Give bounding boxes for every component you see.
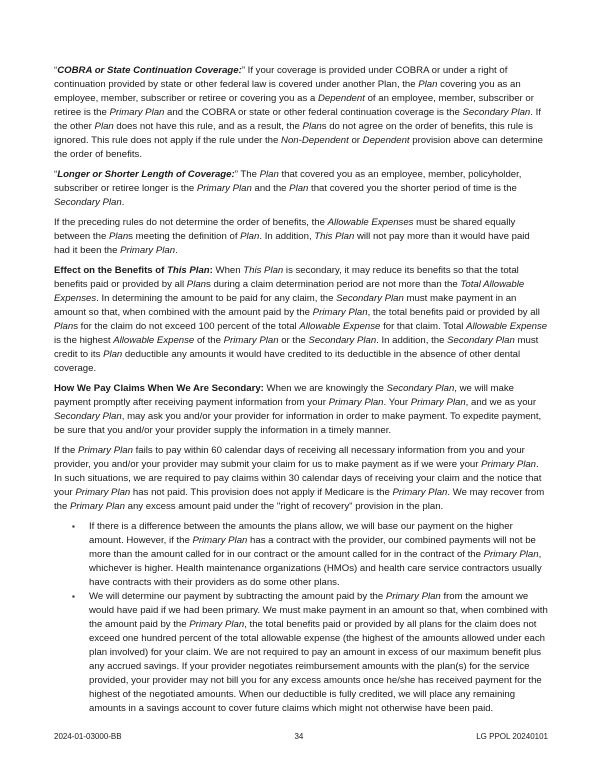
text-run: Secondary Plan	[447, 335, 515, 346]
text-run: . In determining the amount to be paid for any claim, the	[96, 293, 337, 304]
text-run: :	[209, 265, 213, 276]
text-run: Plan	[54, 321, 74, 332]
text-run: . In such situations, we are required to pay claims within 30 calendar days of receiving your claim and the notice that your	[54, 459, 542, 498]
text-run: Secondary Plan	[54, 411, 122, 422]
text-run: , we will make payment promptly after receiving payment information from your	[54, 383, 514, 408]
text-run: must be shared equally between the	[54, 217, 516, 242]
paragraph	[54, 216, 548, 258]
text-run: Dependent	[317, 93, 365, 104]
text-run: , whichever is higher. Health maintenance organizations (HMOs) and health care service contractors usually have contracts with their providers as do some other plans.	[89, 549, 542, 588]
text-run: s meeting the definition of	[128, 231, 241, 242]
text-run: Plan	[103, 349, 123, 360]
text-run: Effect on the Benefits of	[54, 265, 167, 276]
text-run: Secondary Plan	[54, 197, 122, 208]
text-run: Primary Plan	[312, 307, 368, 318]
text-run: Secondary Plan	[336, 293, 404, 304]
text-run: ” The	[234, 169, 260, 180]
text-run: Primary Plan	[75, 487, 131, 498]
text-run: any excess amount paid under the "right of recovery" provision in the plan.	[124, 501, 444, 512]
text-run: must credit to its	[54, 335, 539, 360]
text-run: fails to pay within 60 calendar days of receiving all necessary information from you and your provider, you and/or your provider may submit your claim for us to make payment as if we were your	[54, 445, 525, 470]
page-number: 34	[294, 732, 304, 741]
text-run: for that claim. Total	[380, 321, 467, 332]
text-run: Primary Plan	[120, 245, 176, 256]
text-run: . Your	[383, 397, 411, 408]
text-run: ” If your coverage is provided under COBRA or under a right of continuation provided by state or other federal law is covered under another	[54, 65, 508, 90]
text-run: does not have this rule, and as a result, the	[113, 121, 303, 132]
paragraph	[54, 168, 548, 210]
text-run: Allowable Expense	[113, 335, 195, 346]
text-run: Primary Plan	[392, 487, 448, 498]
text-run: Primary Plan	[481, 459, 537, 470]
text-run: Primary Plan	[189, 619, 245, 630]
text-run: and the	[251, 183, 290, 194]
text-run: Plan	[108, 231, 129, 242]
text-run: How We Pay Claims When We Are Secondary:	[54, 383, 264, 394]
list-item	[54, 520, 548, 590]
text-run: .	[175, 245, 178, 256]
paragraph	[54, 444, 548, 514]
text-run: This Plan	[167, 265, 210, 276]
text-run: “	[54, 169, 58, 180]
text-run: Plan	[302, 121, 322, 132]
text-run: Primary Plan	[328, 397, 384, 408]
text-run: Plan	[186, 279, 206, 290]
text-run: , the total benefits paid or provided by all plans for the claim does not exceed one hundred percent of the total allowable expense (the highest of the amounts allowed under each plan involved) for your claim. We are not required to pay an amount in excess of our maximum benefit plus any accrued savings. If your provider negotiates reimbursement amounts with the plan(s) for the service provided, your provider may not bill you for any excess amounts once he/she has received payment for the highest of the negotiated amounts. When our deductible is fully credited, we will place any remaining amounts in a savings account to cover future claims which might not otherwise have been paid.	[89, 619, 546, 714]
text-run: or	[348, 135, 363, 146]
text-run: Primary Plan	[410, 397, 466, 408]
text-run: Allowable Expenses	[327, 217, 414, 228]
text-run: When	[212, 265, 244, 276]
text-run: has a contract with the provider, our combined payments will not be more than the amount called for in our contract or the amount called for in the contract of the	[89, 535, 536, 560]
text-run: Secondary Plan	[386, 383, 455, 394]
document-body	[54, 64, 548, 716]
text-run: Primary Plan	[78, 445, 133, 456]
text-run: , may ask you and/or your provider for information in order to make payment. To expedite payment, be sure that you and/or your provider supply the information in a timely manner.	[54, 411, 542, 436]
text-run: Secondary Plan	[462, 107, 531, 118]
paragraph	[54, 264, 548, 376]
text-run: Primary Plan	[196, 183, 252, 194]
text-run: s for the claim do not exceed 100 percent of the total	[73, 321, 300, 332]
page-footer	[54, 716, 548, 778]
text-run: Primary Plan	[70, 501, 125, 512]
text-run: This Plan	[243, 265, 284, 276]
text-run: . In addition,	[259, 231, 315, 242]
text-run: from the amount we would have paid if we had been primary. We must make payment in an amount so that, when combined with the amount paid by the	[89, 591, 548, 630]
text-run: that covered you the shorter period of time is the	[308, 183, 517, 194]
text-run: We will determine our payment by subtracting the amount paid by the	[89, 591, 386, 602]
text-run: deductible any amounts it would have credited to its deductible in the absence of other dental coverage.	[54, 349, 521, 374]
form-number: LG PPOL 20240101	[476, 732, 548, 741]
text-run: must make payment in an amount so that, when combined with the amount paid by the	[54, 293, 517, 318]
text-run: Plan	[259, 169, 279, 180]
text-run: Plan	[418, 79, 438, 90]
text-run: s during a claim determination period are not more than the	[206, 279, 461, 290]
text-run: Total Allowable Expenses	[54, 279, 525, 304]
text-run: and the COBRA or state or other federal continuation coverage is the	[164, 107, 463, 118]
text-run: Allowable Expense	[466, 321, 548, 332]
text-run: Primary Plan	[223, 335, 279, 346]
text-run: When we are knowingly the	[263, 383, 387, 394]
text-run: Primary Plan	[385, 591, 441, 602]
paragraph	[54, 382, 548, 438]
text-run: covering you as an employee, member, subscriber or retiree or covering you as a	[54, 79, 521, 104]
text-run: will not pay more than it would have paid had it been the	[54, 231, 530, 256]
text-run: If the preceding rules do not determine the order of benefits, the	[54, 217, 328, 228]
text-run: “	[54, 65, 58, 76]
text-run: provision above can determine the order of benefits.	[54, 135, 543, 160]
text-run: This Plan	[314, 231, 355, 242]
bullet-list	[54, 520, 548, 716]
text-run: is the highest	[54, 335, 114, 346]
text-run: Plan	[94, 121, 114, 132]
paragraph	[54, 64, 548, 162]
text-run: , the total benefits paid or provided by all	[367, 307, 540, 318]
text-run: , and we as your	[465, 397, 537, 408]
text-run: . If the other	[54, 107, 541, 132]
text-run: is secondary, it may reduce its benefits so that the total benefits paid or provided by all	[54, 265, 519, 290]
text-run: s do not agree on the order of benefits, this rule is ignored. This rule does not apply if the rule under the	[54, 121, 533, 146]
bullet-icon: ▪	[72, 592, 75, 601]
document-code: 2024-01-03000-BB	[54, 732, 122, 741]
text-run: If there is a difference between the amounts the plans allow, we will base our payment on the higher amount. However, if the	[89, 521, 513, 546]
text-run: that covered you as an employee, member, policyholder, subscriber or retiree longer is the	[54, 169, 522, 194]
text-run: Primary Plan	[192, 535, 248, 546]
text-run: has not paid. This provision does not apply if Medicare is the	[130, 487, 393, 498]
text-run: Secondary Plan	[308, 335, 377, 346]
text-run: COBRA or State Continuation Coverage:	[57, 65, 242, 76]
bullet-icon: ▪	[72, 522, 75, 531]
text-run: Primary Plan	[109, 107, 165, 118]
text-run: Allowable Expense	[299, 321, 381, 332]
text-run: Dependent	[362, 135, 410, 146]
text-run: Plan	[240, 231, 260, 242]
text-run: If the	[54, 445, 78, 456]
text-run: Non-Dependent	[281, 135, 349, 146]
text-run: or the	[278, 335, 309, 346]
text-run: , the	[396, 79, 419, 90]
text-run: Plan	[289, 183, 309, 194]
text-run: .	[121, 197, 125, 208]
text-run: . In addition, the	[376, 335, 448, 346]
text-run: of the	[194, 335, 224, 346]
text-run: of an employee, member, subscriber or retiree is the	[54, 93, 534, 118]
list-item	[54, 590, 548, 716]
paragraphs	[54, 64, 548, 514]
text-run: Primary Plan	[483, 549, 539, 560]
text-run: Longer or Shorter Length of Coverage:	[57, 169, 235, 180]
text-run: Plan	[377, 79, 397, 90]
text-run: . We may recover from the	[54, 487, 545, 512]
